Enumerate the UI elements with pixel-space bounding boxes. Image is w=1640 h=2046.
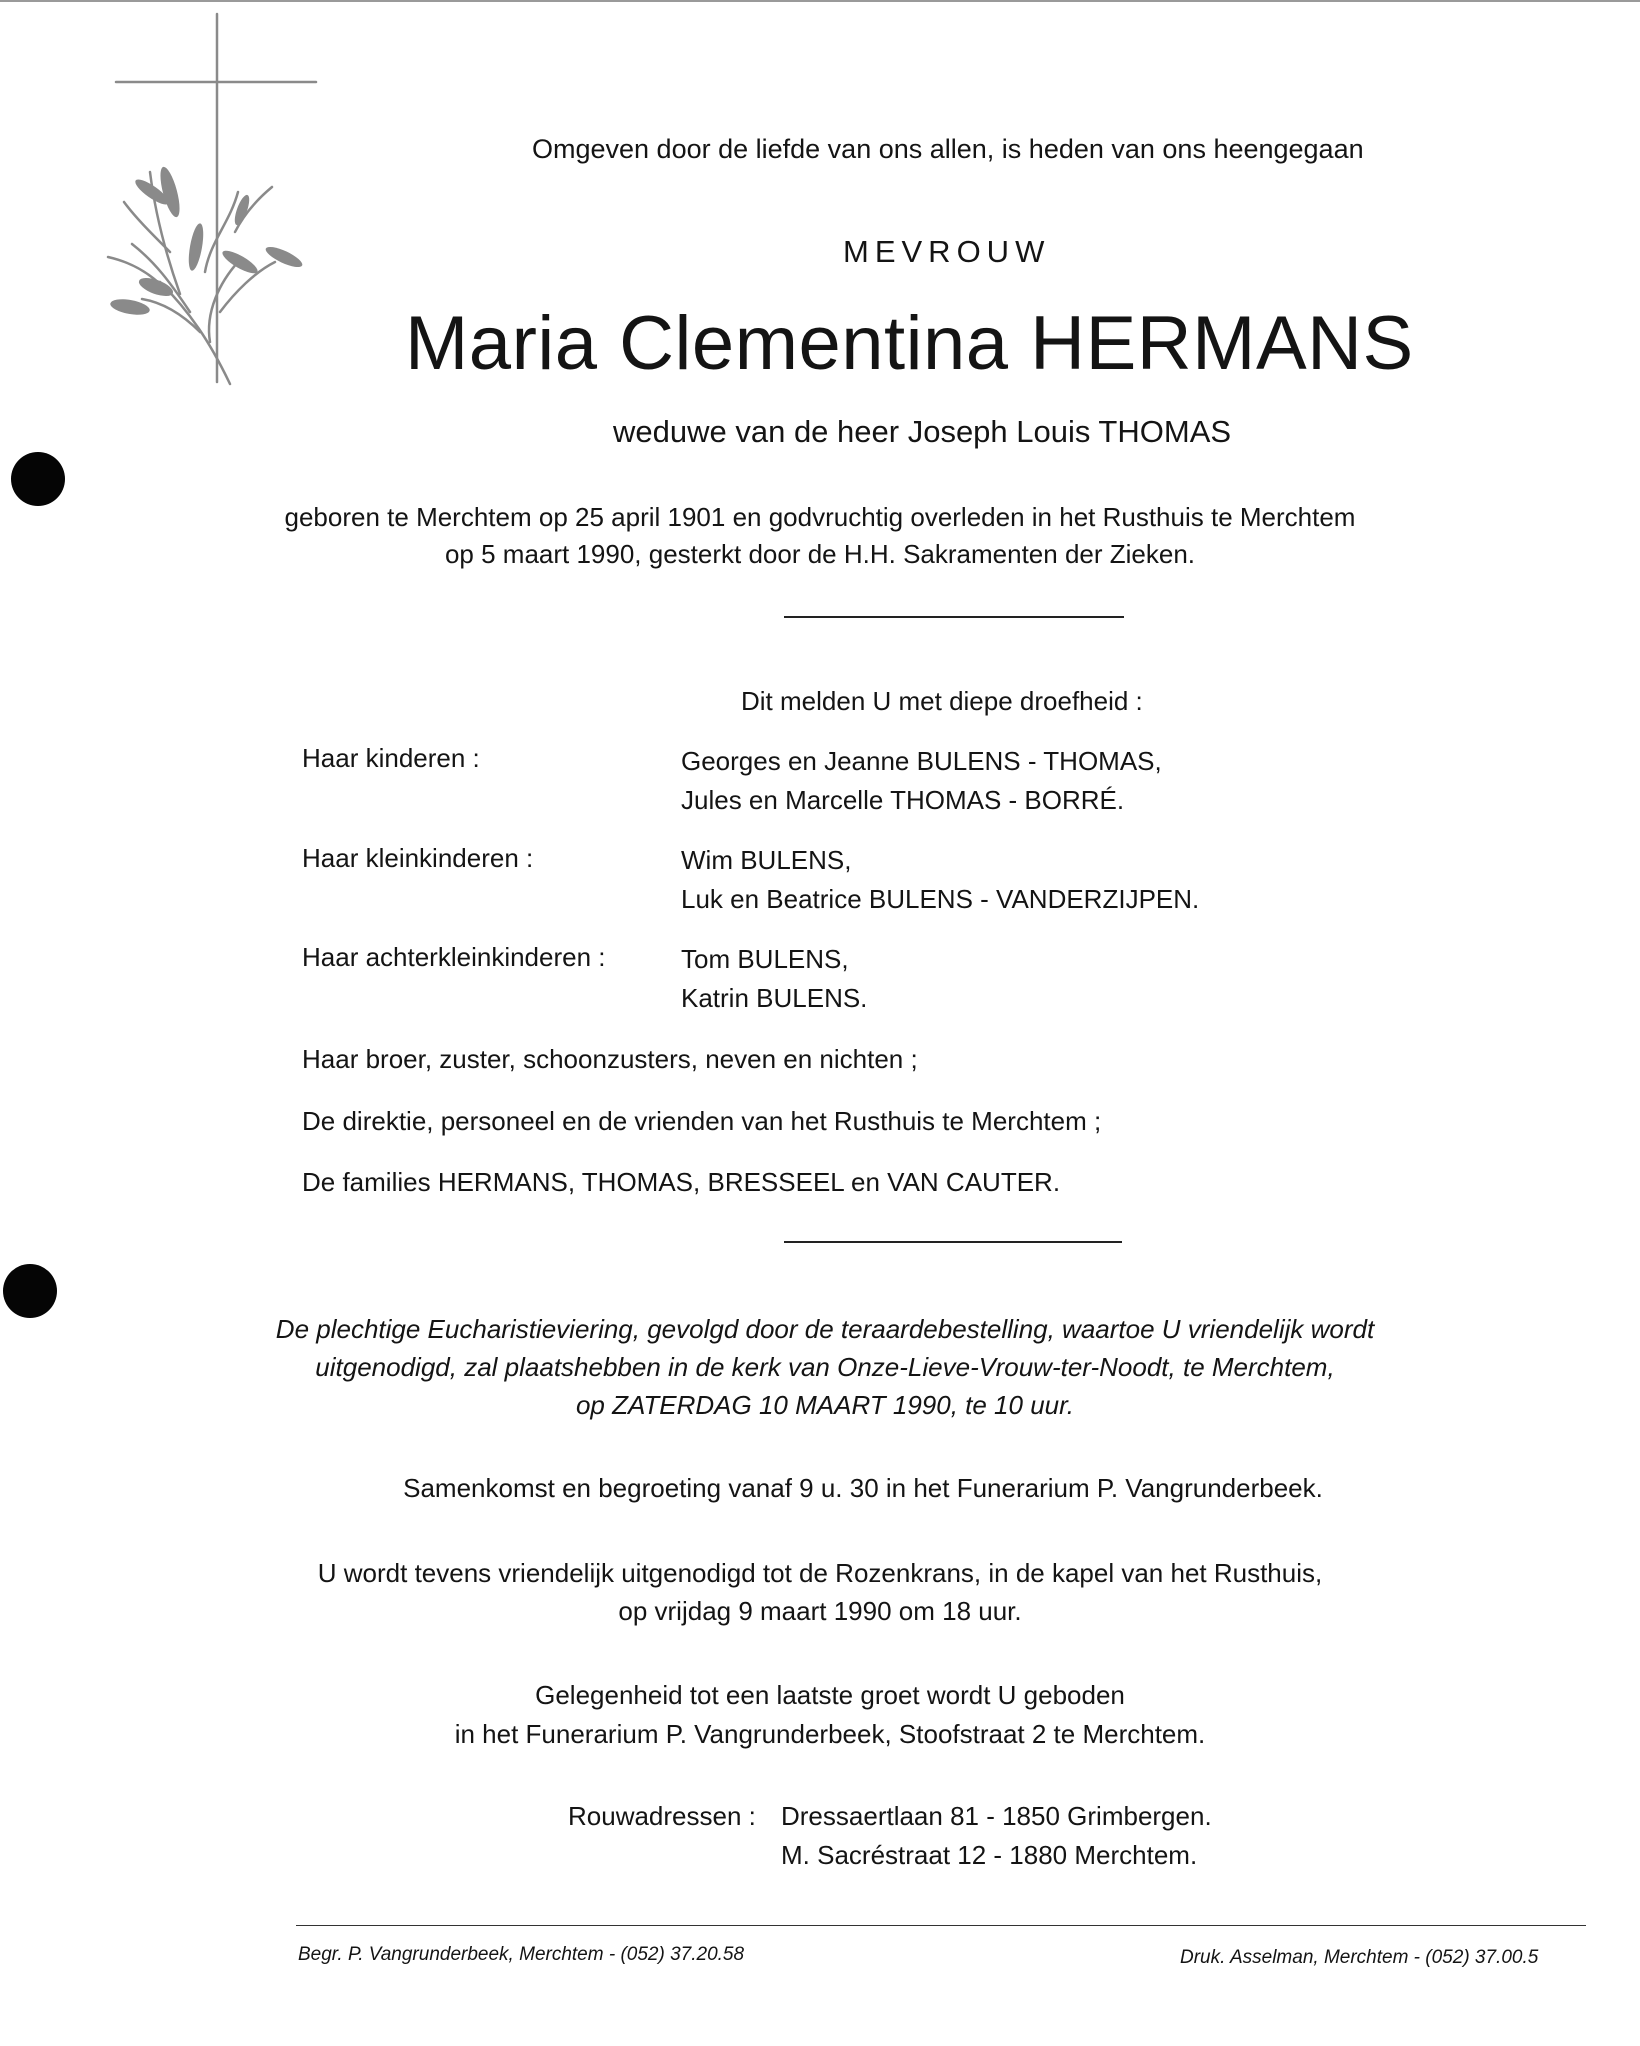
cross-with-branch-icon — [60, 12, 330, 402]
family-label-grandchildren: Haar kleinkinderen : — [302, 843, 534, 873]
family-name: Luk en Beatrice BULENS - VANDERZIJPEN. — [681, 884, 1200, 914]
ceremony-line-1: De plechtige Eucharistieviering, gevolgd door de teraardebestelling, waartoe U vriendelijk wordt — [275, 1314, 1375, 1344]
family-names-grandchildren — [681, 841, 1199, 919]
honorific: MEVROUW — [843, 234, 1051, 269]
scan-edge — [0, 0, 1640, 2]
rosary-line-2: op vrijdag 9 maart 1990 om 18 uur. — [618, 1596, 1022, 1626]
family-names-children — [681, 742, 1162, 820]
intro-line: Omgeven door de liefde van ons allen, is heden van ons heengegaan — [532, 134, 1364, 164]
address-line-2: M. Sacréstraat 12 - 1880 Merchtem. — [781, 1840, 1198, 1870]
birth-line-1: geboren te Merchtem op 25 april 1901 en godvruchtig overleden in het Rusthuis te Merchtem — [284, 502, 1356, 532]
divider-middle — [784, 1241, 1122, 1243]
family-label-great-grandchildren: Haar achterkleinkinderen : — [302, 942, 606, 972]
footer-undertaker: Begr. P. Vangrunderbeek, Merchtem - (052) 37.20.58 — [298, 1944, 745, 1965]
widow-line: weduwe van de heer Joseph Louis THOMAS — [613, 414, 1232, 449]
announce-line: Dit melden U met diepe droefheid : — [741, 686, 1143, 716]
divider-top — [784, 616, 1124, 618]
ceremony-line-2: uitgenodigd, zal plaatshebben in de kerk van Onze-Lieve-Vrouw-ter-Noodt, te Merchtem, — [315, 1352, 1335, 1382]
birth-line-2: op 5 maart 1990, gesterkt door de H.H. Sakramenten der Zieken. — [444, 539, 1196, 569]
gathering-line: Samenkomst en begroeting vanaf 9 u. 30 in het Funerarium P. Vangrunderbeek. — [403, 1473, 1323, 1503]
family-name: Wim BULENS, — [681, 845, 852, 875]
family-names-great-grandchildren — [681, 940, 867, 1018]
ceremony-line-3: op ZATERDAG 10 MAART 1990, te 10 uur. — [575, 1390, 1075, 1420]
others-line-2: De direktie, personeel en de vrienden van het Rusthuis te Merchtem ; — [302, 1106, 1102, 1136]
family-label-children: Haar kinderen : — [302, 743, 480, 773]
family-name: Tom BULENS, — [681, 944, 849, 974]
others-line-1: Haar broer, zuster, schoonzusters, neven en nichten ; — [302, 1044, 918, 1074]
family-name: Jules en Marcelle THOMAS - BORRÉ. — [681, 785, 1125, 815]
footer-printer-text: Druk. Asselman, Merchtem - (052) 37.00.5 — [1180, 1947, 1539, 1968]
binder-hole-bottom — [3, 1264, 57, 1318]
family-name: Georges en Jeanne BULENS - THOMAS, — [681, 746, 1162, 776]
rosary-line-1: U wordt tevens vriendelijk uitgenodigd tot de Rozenkrans, in de kapel van het Rusthuis, — [317, 1558, 1323, 1588]
farewell-line-1: Gelegenheid tot een laatste groet wordt U geboden — [535, 1680, 1125, 1710]
others-line-3: De families HERMANS, THOMAS, BRESSEEL en VAN CAUTER. — [302, 1167, 1061, 1197]
farewell-line-2: in het Funerarium P. Vangrunderbeek, Stoofstraat 2 te Merchtem. — [454, 1719, 1206, 1749]
binder-hole-top — [11, 452, 65, 506]
addresses-label: Rouwadressen : — [568, 1801, 756, 1831]
family-name: Katrin BULENS. — [681, 983, 868, 1013]
footer-rule — [296, 1925, 1586, 1926]
footer-printer — [1180, 1947, 1584, 1969]
deceased-name: Maria Clementina HERMANS — [405, 301, 1414, 386]
address-line-1: Dressaertlaan 81 - 1850 Grimbergen. — [781, 1801, 1212, 1831]
